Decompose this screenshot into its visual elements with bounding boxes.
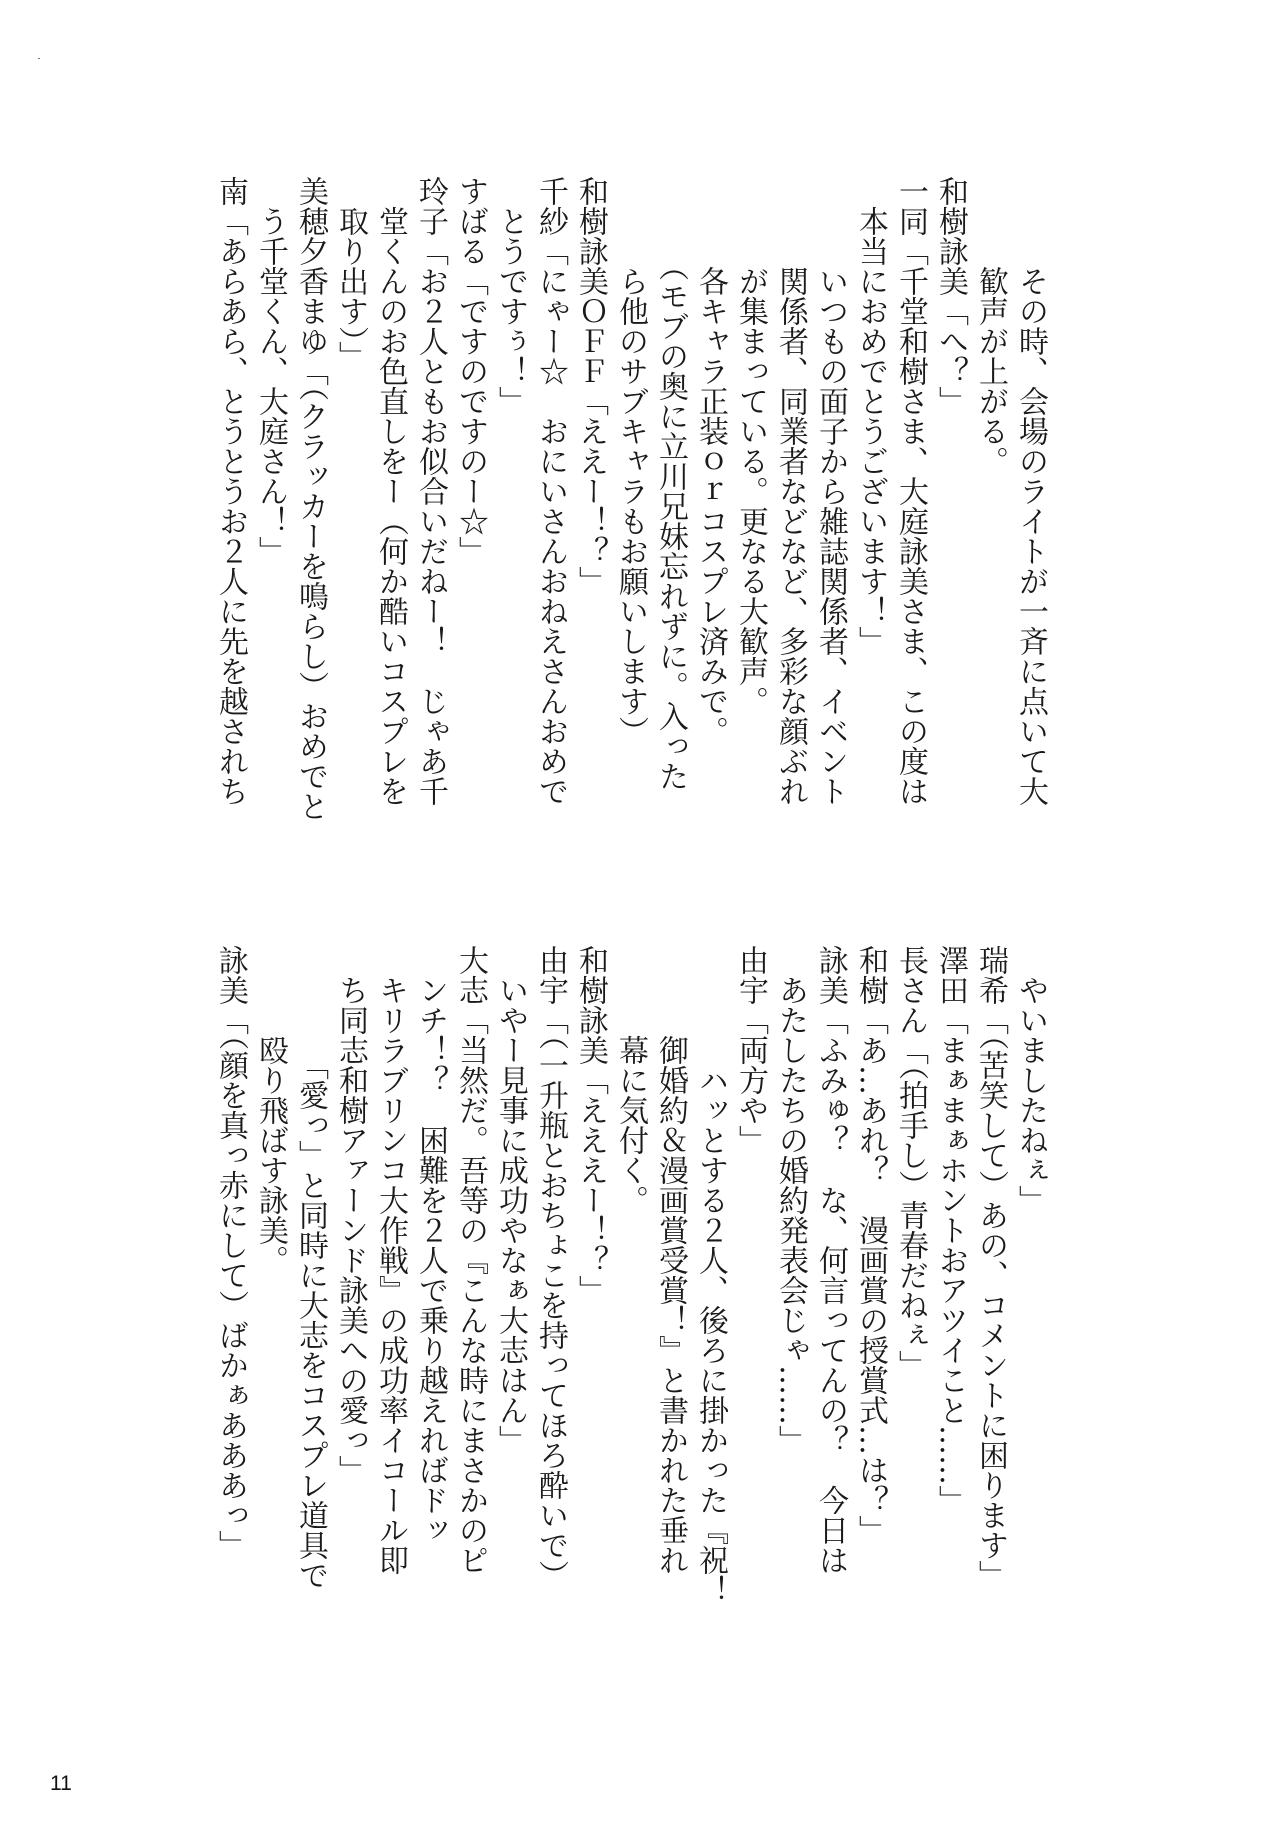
script-line: キリラブリンコ大作戦』の成功率イコール即 [373, 945, 408, 1575]
script-line: 美穂夕香まゆ「（クラッカーを鳴らし）おめでと [293, 176, 328, 821]
script-line: 堂くんのお色直しをー（何か酷いコスプレを [373, 176, 408, 806]
script-line: ハッとする２人、後ろに掛かった『祝！ [693, 945, 728, 1605]
script-line: 殴り飛ばす詠美。 [253, 945, 288, 1275]
script-line: すばる「ですのですのー☆」 [453, 176, 488, 566]
script-block-bottom [210, 945, 1050, 1645]
script-line: 幕に気付く。 [613, 945, 648, 1215]
script-line: 各キャラ正装ｏｒコスプレ済みで。 [693, 176, 728, 746]
script-line: 和樹詠美「えええー！？」 [573, 945, 608, 1305]
script-line: 「愛っ」と同時に大志をコスプレ道具で [293, 945, 328, 1590]
script-line: 玲子「お２人ともお似合いだねー！ じゃあ千 [413, 176, 448, 806]
script-line: いつもの面子から雑誌関係者、イベント [813, 176, 848, 806]
scan-speck [38, 58, 40, 59]
script-line: う千堂くん、大庭さん！」 [253, 176, 288, 566]
script-line: やいましたねぇ」 [1013, 945, 1048, 1215]
script-line: 歓声が上がる。 [973, 176, 1008, 476]
script-line: 南「あらあら、とうとうお２人に先を越されち [213, 176, 248, 806]
script-block-top [210, 176, 1050, 876]
script-line: 澤田「まぁまぁホントおアツイこと……」 [933, 945, 968, 1515]
script-line: 由宇「（一升瓶とおちょこを持ってほろ酔いで） [533, 945, 568, 1590]
script-line: 関係者、同業者などなど、多彩な顔ぶれ [773, 176, 808, 806]
script-line: 由宇「両方や」 [733, 945, 768, 1155]
script-line: （モブの奥に立川兄妹忘れずに。入った [653, 176, 688, 791]
script-line: 本当におめでとうございます！」 [853, 176, 888, 656]
script-line: 御婚約＆漫画賞受賞！』と書かれた垂れ [653, 945, 688, 1575]
script-line: ンチ！？ 困難を２人で乗り越えればドッ [413, 945, 448, 1545]
script-line: 詠美「（顔を真っ赤にして）ばかぁあああっ」 [213, 945, 248, 1560]
script-line: 千紗「にゃー☆ おにいさんおねえさんおめで [533, 176, 568, 806]
script-line: が集まっている。更なる大歓声。 [733, 176, 768, 716]
script-line: ら他のサブキャラもお願いします） [613, 176, 648, 746]
page-number: 11 [50, 1772, 72, 1795]
script-line: 和樹詠美「へ？」 [933, 176, 968, 416]
script-line: その時、会場のライトが一斉に点いて大 [1013, 176, 1048, 806]
script-line: ち同志和樹アァーンド詠美への愛っ」 [333, 945, 368, 1485]
script-line: 大志「当然だ。吾等の『こんな時にまさかのピ [453, 945, 488, 1575]
script-line: 取り出す）」 [333, 176, 368, 371]
script-line: 長さん「（拍手し）青春だねぇ」 [893, 945, 928, 1380]
script-line: 詠美「ふみゅ？ な、何言ってんの？ 今日は [813, 945, 848, 1575]
script-line: 瑞希「（苦笑して）あの、コメントに困ります」 [973, 945, 1008, 1590]
script-line: 和樹詠美ＯＦＦ「ええー！？」 [573, 176, 608, 596]
script-line: いやー見事に成功やなぁ大志はん」 [493, 945, 528, 1455]
script-line: 和樹「あ…あれ？ 漫画賞の授賞式…は？」 [853, 945, 888, 1545]
script-line: あたしたちの婚約発表会じゃ……」 [773, 945, 808, 1455]
script-line: とうですぅ！」 [493, 176, 528, 416]
script-line: 一同「千堂和樹さま、大庭詠美さま、この度は [893, 176, 928, 806]
